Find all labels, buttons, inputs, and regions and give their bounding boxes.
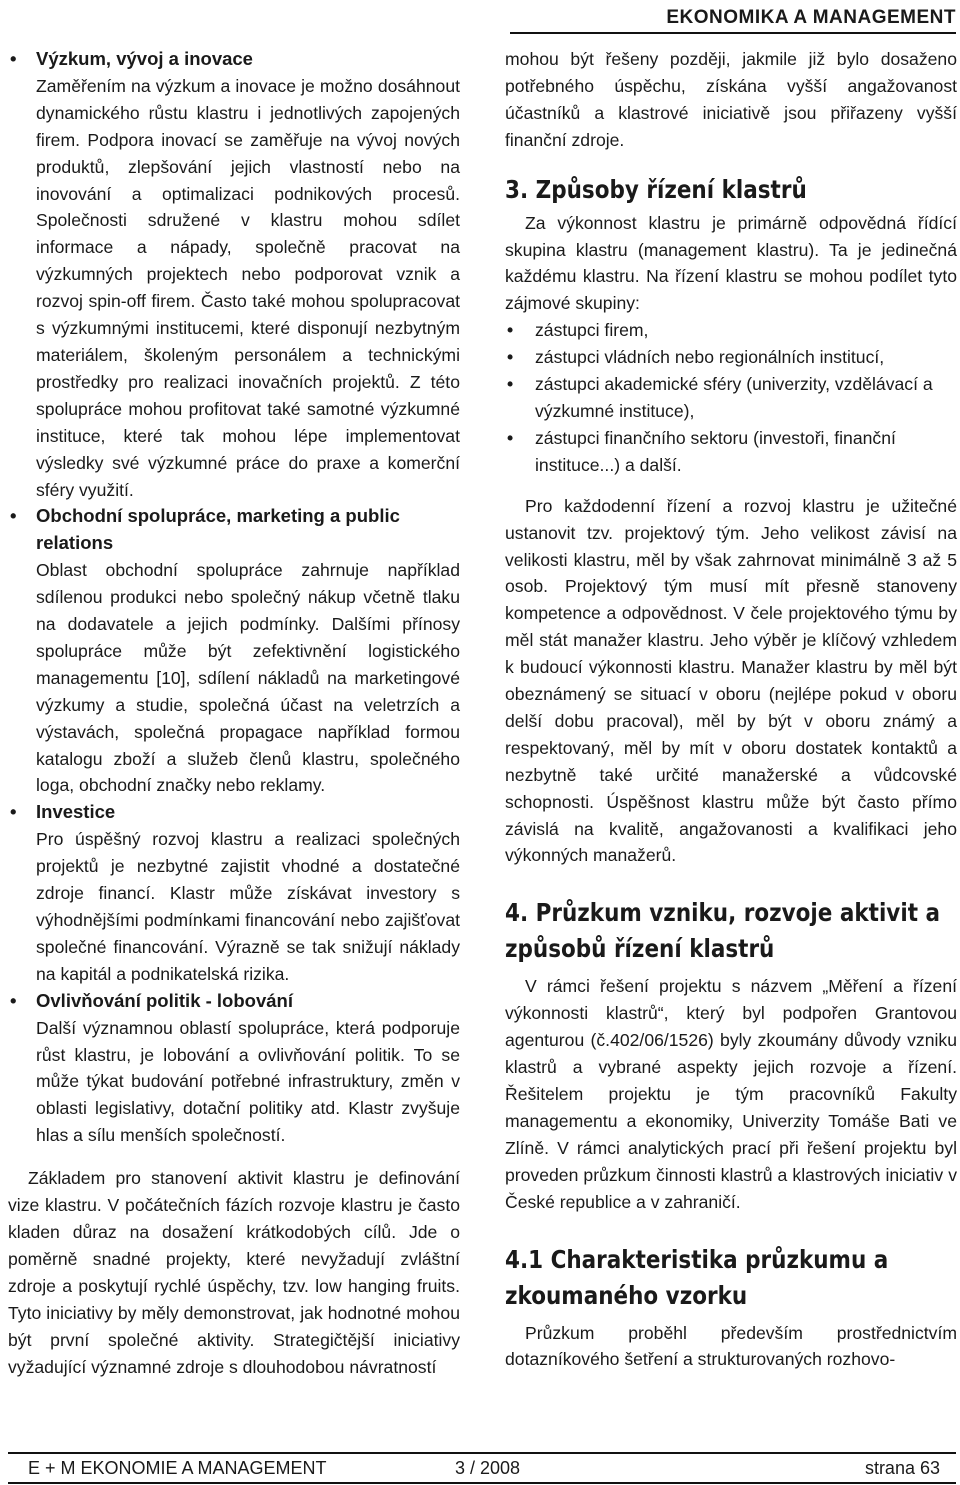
paragraph-business: Oblast obchodní spolupráce zahrnuje například sdílenou produkci nebo společný nákup včetně tlaku na dodavatele a jejich podmínky. Dalšími přínosy spolupráce může být zefektivnění logistického managementu [10], sdílení nákladů na marketingové výzkumy a studie, společná účast na veletrzích a výstavách, společná propagace například formou katalogu zboží a služeb členů klastru, společného loga, obchodní značky nebo reklamy. (36, 560, 460, 796)
bullet-icon: • (507, 374, 514, 395)
heading-text: Obchodní spolupráce, marketing a public relations (36, 505, 400, 554)
section-heading-4: 4. Průzkum vzniku, rozvoje aktivit a způsobů řízení klastrů (505, 898, 940, 964)
right-column (505, 46, 957, 1373)
list-item: • zástupci akademické sféry (univerzity, vzdělávací a výzkumné instituce), (505, 371, 957, 425)
left-column (8, 46, 460, 1380)
bullet-icon: • (10, 48, 17, 69)
footer-issue: 3 / 2008 (455, 1458, 521, 1478)
footer-journal: E + M EKONOMIE A MANAGEMENT (28, 1458, 327, 1478)
paragraph-survey: V rámci řešení projektu s názvem „Měření a řízení výkonnosti klastrů“, který byl podpořen Grantovou agenturou (č.402/06/1526) byly zkoumány důvody vzniku klastrů a vybrané aspekty jejich rozvoje a řízení. Řešitelem projektu je tým pracovníků Fakulty managementu a ekonomiky, Univerzity Tomáše Bati ve Zlíně. V rámci analytických prací při řešení projektu byl proveden průzkum činnosti klastrů a klastrových iniciativ v České republice a v zahraničí. (505, 976, 957, 1212)
paragraph-investment: Pro úspěšný rozvoj klastru a realizaci společných projektů je nezbytné zajistit vhodné a dostatečné zdroje financí. Klastr může získávat investory s výhodnějšími podmínkami financování nebo zajišťovat společné financování. Výrazně se tak snižují náklady na kapitál a podnikatelská rizika. (36, 829, 460, 984)
heading-text: Investice (36, 801, 116, 823)
bullet-icon: • (507, 320, 514, 341)
section-heading-lobbying (8, 988, 460, 1015)
bullet-icon: • (10, 801, 17, 823)
list-item: • zástupci firem, (505, 317, 957, 344)
bullet-icon: • (507, 347, 514, 368)
paragraph-continued: mohou být řešeny později, jakmile již bylo dosaženo potřebného úspěchu, získána vyšší angažovanost účastníků a klastrové iniciativě jsou přiřazeny vyšší finanční zdroje. (505, 49, 957, 150)
stakeholder-list (505, 317, 957, 478)
journal-header: EKONOMIKA A MANAGEMENT (510, 6, 956, 34)
heading-text: Ovlivňování politik - lobování (36, 989, 293, 1011)
page-footer (8, 1452, 956, 1484)
paragraph-project-team: Pro každodenní řízení a rozvoj klastru je užitečné ustanovit tzv. projektový tým. Jeho velikost závisí na velikosti klastru, měl by však zahrnovat minimálně 3 až 5 osob. Projektový tým musí mít přesně stanoveny kompetence a odpovědnost. V čele projektového týmu by měl stát manažer klastru. Jeho výběr je klíčový vzhledem k budoucí výkonnosti klastru. Manažer klastru by měl být obeznámený se situací v oboru (nejlépe pokud v oboru delší dobu pracoval), měl by být v oboru známý a respektovaný, měl by mít v oboru dostatek kontaktů a nezbytně také určité manažerské a vůdcovské schopnosti. Úspěšnost klastru může být často přímo závislá na kvalitě, angažovanosti a kvalifikaci jeho výkonných manažerů. (505, 495, 957, 866)
bullet-icon: • (507, 427, 514, 448)
bullet-icon: • (10, 989, 17, 1011)
section-heading-3: 3. Způsoby řízení klastrů (505, 174, 807, 204)
paragraph-sample: Průzkum proběhl především prostřednictvím dotazníkového šetření a strukturovaných rozhovo- (505, 1322, 957, 1370)
footer-page-number: strana 63 (864, 1458, 940, 1478)
list-item: • zástupci vládních nebo regionálních institucí, (505, 344, 957, 371)
bullet-icon: • (10, 505, 17, 527)
section-heading-4-1: 4.1 Charakteristika průzkumu a zkoumaného vzorku (505, 1244, 889, 1310)
paragraph-research: Zaměřením na výzkum a inovace je možno dosáhnout dynamického růstu klastru i jednotlivých zapojených firem. Podpora inovací se zaměřuje na vývoj nových produktů, zlepšování jejich vlastností nebo na inovování a optimalizaci podnikových procesů. Společnosti sdružené v klastru mohou sdílet informace a nápady, společně pracovat na výzkumných projektech nebo podporovat vznik a rozvoj spin-off firem. Často také mohou spolupracovat s výzkumnými institucemi, které disponují nezbytným materiálem, školeným personálem a technickými prostředky pro realizaci inovačních projektů. Z této spolupráce mohou profitovat také samotné výzkumné instituce, které tak mohou lépe implementovat výsledky své výzkumné práce do praxe a komerční sféry využití. (36, 75, 460, 500)
paragraph-lobbying: Další významnou oblastí spolupráce, která podporuje růst klastru, je lobování a ovlivňování politik. To se může týkat budování potřebné infrastruktury, změn v oblasti legislativy, dotační politiky atd. Klastr zvyšuje hlas a sílu menších společností. (36, 1017, 460, 1146)
list-item: • zástupci finančního sektoru (investoři, finanční instituce...) a další. (505, 425, 957, 479)
paragraph-management: Za výkonnost klastru je primárně odpovědná řídící skupina klastru (management klastru). Ta je jedinečná každému klastru. Na řízení klastru se mohou podílet tyto zájmové skupiny: (505, 212, 957, 314)
section-heading-research (8, 46, 460, 73)
heading-text: Výzkum, vývoj a inovace (36, 48, 253, 69)
section-heading-investment (8, 799, 460, 826)
section-heading-business (8, 503, 460, 557)
paragraph-vision: Základem pro stanovení aktivit klastru je definování vize klastru. V počátečních fázích rozvoje klastru je často kladen důraz na dosažení krátkodobých cílů. Jde o poměrně snadné projekty, které nevyžadují zvláštní zdroje a poskytují rychlé úspěchy, tzv. low hanging fruits. Tyto iniciativy by měly demonstrovat, jak hodnotné mohou být první společné aktivity. Strategičtější iniciativy vyžadující významné zdroje s dlouhodobou návratností (8, 1168, 460, 1377)
